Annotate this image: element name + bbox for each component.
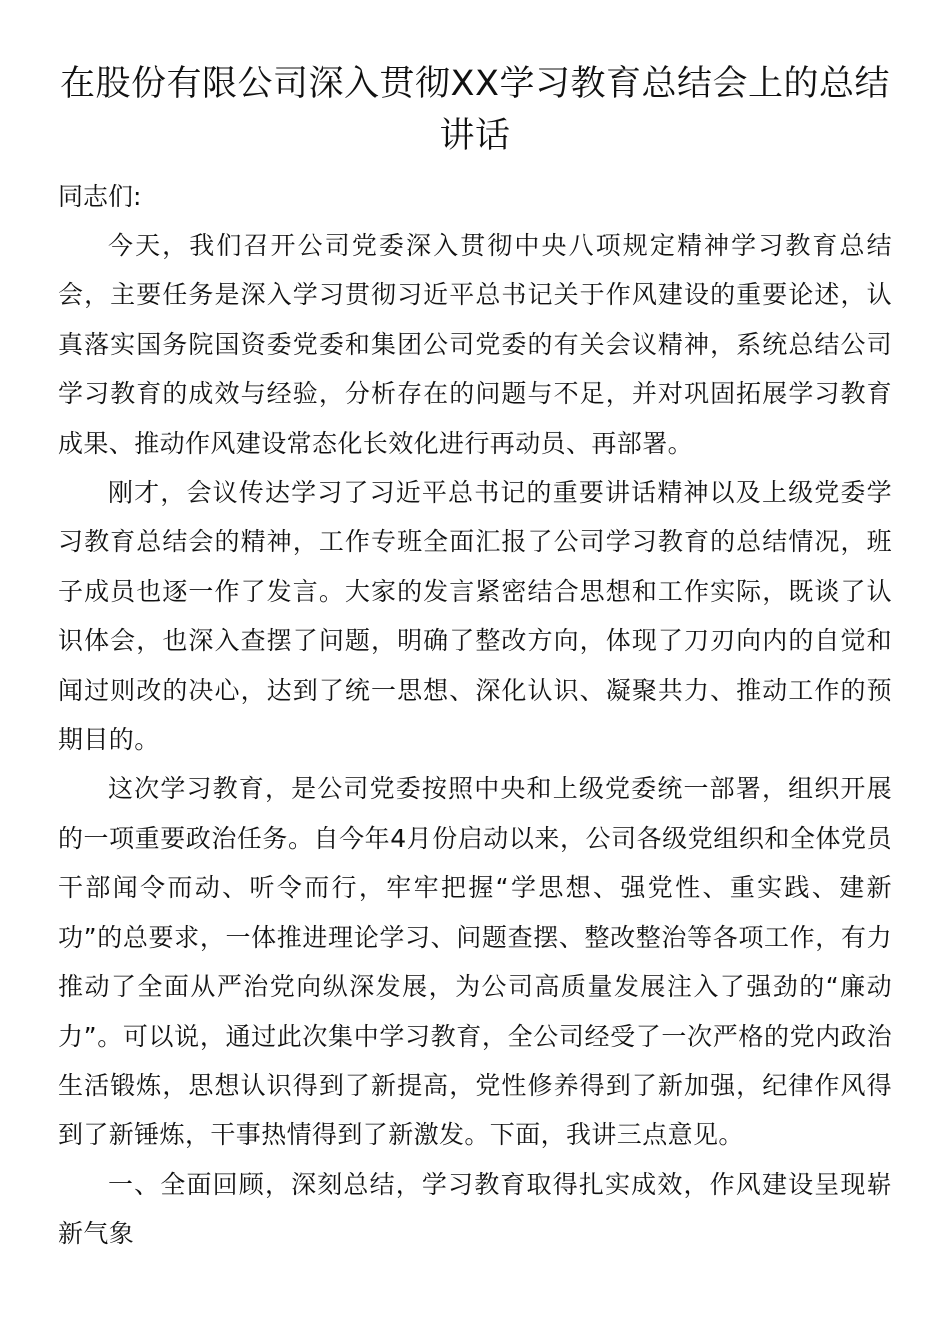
document-title: 在股份有限公司深入贯彻XX学习教育总结会上的总结讲话 <box>60 64 890 156</box>
document-page <box>58 58 892 1259</box>
paragraph-education-summary: 这次学习教育，是公司党委按照中央和上级党委统一部署，组织开展的一项重要政治任务。自今年4月份启动以来，公司各级党组织和全体党员干部闻令而动、听令而行，牢牢把握“学思想、强党性、重实践、建新功”的总要求，一体推进理论学习、问题查摆、整改整治等各项工作，有力推动了全面从严治党向纵深发展，为公司高质量发展注入了强劲的“廉动力”。可以说，通过此次集中学习教育，全公司经受了一次严格的党内政治生活锻炼，思想认识得到了新提高，党性修养得到了新加强，纪律作风得到了新锤炼，干事热情得到了新激发。下面，我讲三点意见。 <box>58 774 892 1150</box>
paragraph-meeting-review: 刚才，会议传达学习了习近平总书记的重要讲话精神以及上级党委学习教育总结会的精神，工作专班全面汇报了公司学习教育的总结情况，班子成员也逐一作了发言。大家的发言紧密结合思想和工作实际，既谈了认识体会，也深入查摆了问题，明确了整改方向，体现了刀刃向内的自觉和闻过则改的决心，达到了统一思想、深化认识、凝聚共力、推动工作的预期目的。 <box>58 478 892 755</box>
paragraph-opening: 今天，我们召开公司党委深入贯彻中央八项规定精神学习教育总结会，主要任务是深入学习贯彻习近平总书记关于作风建设的重要论述，认真落实国务院国资委党委和集团公司党委的有关会议精神，系统总结公司学习教育的成效与经验，分析存在的问题与不足，并对巩固拓展学习教育成果、推动作风建设常态化长效化进行再动员、再部署。 <box>58 231 892 458</box>
section-heading-1: 一、全面回顾，深刻总结，学习教育取得扎实成效，作风建设呈现崭新气象 <box>58 1169 892 1249</box>
salutation: 同志们: <box>58 182 142 211</box>
